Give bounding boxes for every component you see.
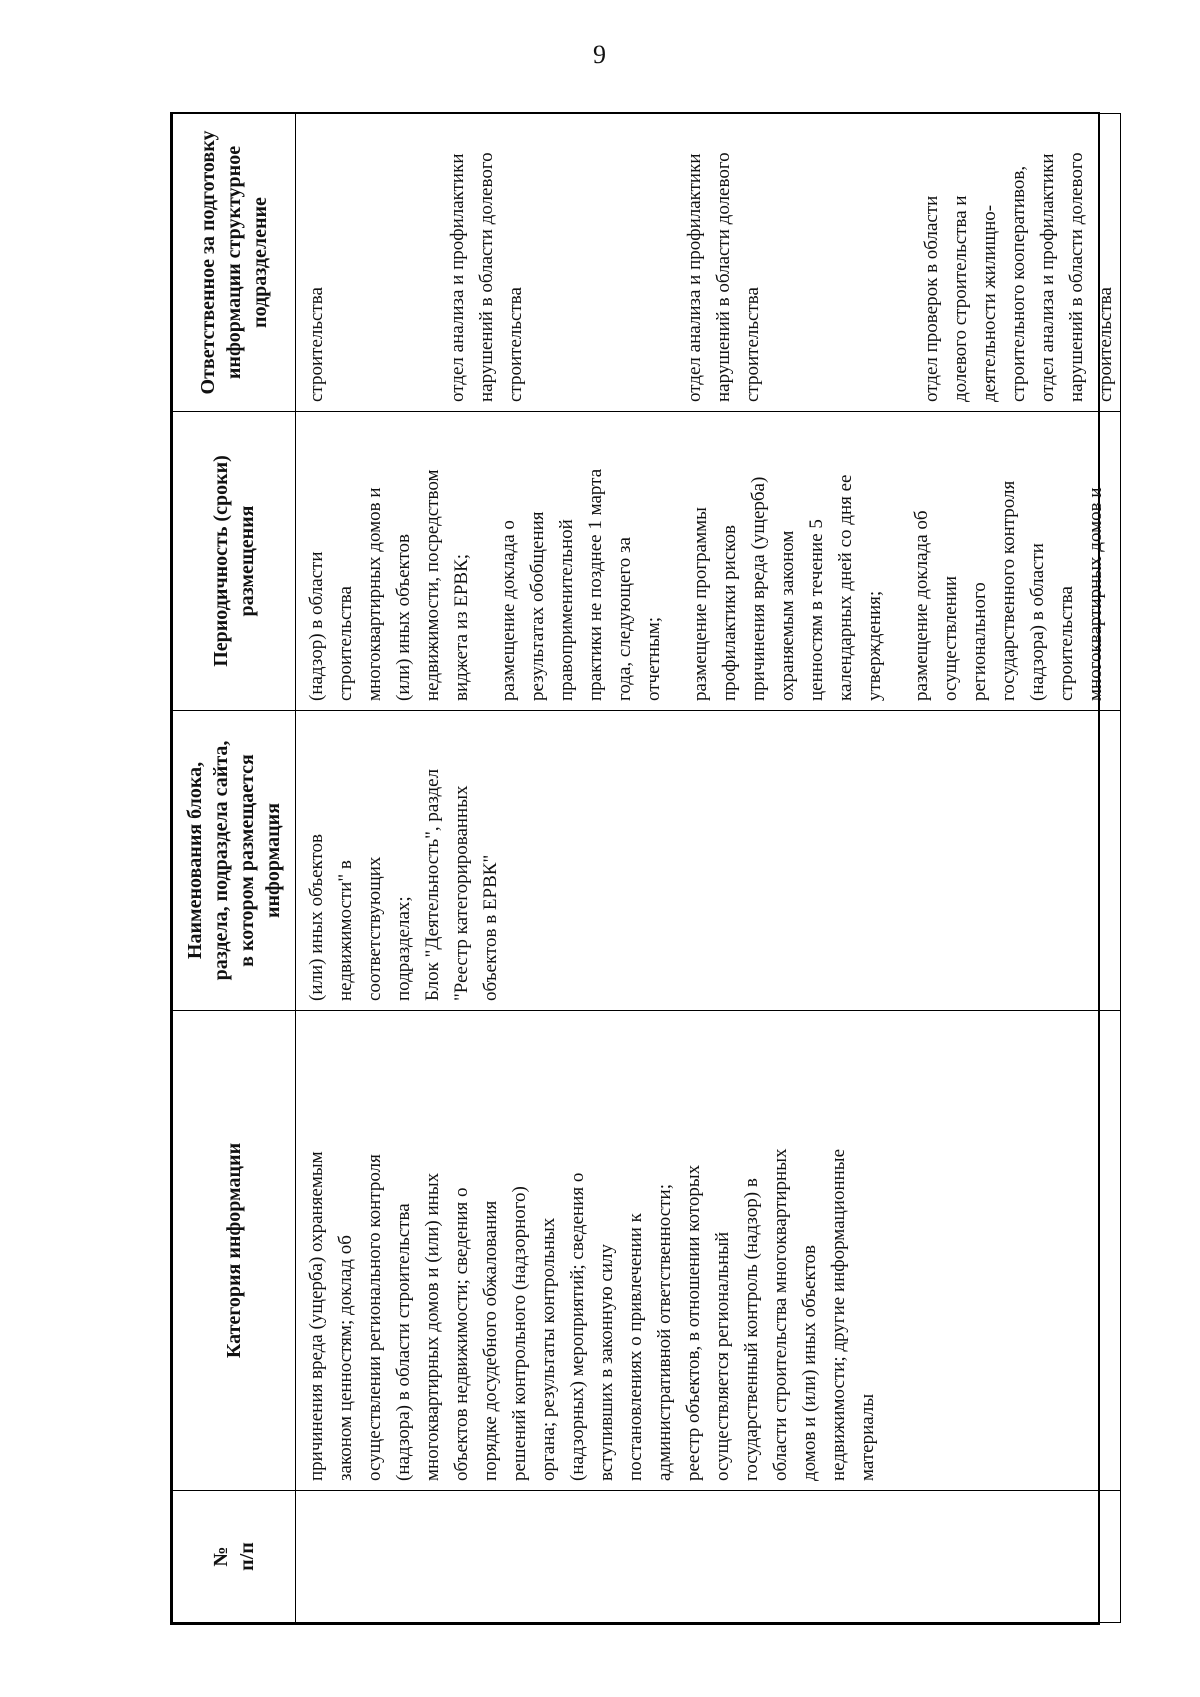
cell-number bbox=[296, 1491, 1121, 1623]
cell-category: причинения вреда (ущерба) охраняемым законом ценностям; доклад об осуществлении регионального контроля (надзора) в области строительства многоквартирных домов и (или) иных объектов недвижимости; сведения о порядке досудебного обжалования решений контрольного (надзорного) органа; результаты контрольных (надзорных) мероприятий; сведения о вступивших в законную силу постановлениях о привлечении к административной ответственности; реестр объектов, в отношении которых осуществляется региональный государственный контроль (надзор) в области строительства многоквартирных домов и (или) иных объектов недвижимости; другие информационные материалы bbox=[296, 1011, 1121, 1491]
header-number: № п/п bbox=[173, 1491, 296, 1623]
periodicity-item: размещение доклада о результатах обобщения правоприменительной практики не позднее 1 марта года, следующего за отчетным; bbox=[498, 468, 664, 701]
info-table-frame bbox=[170, 112, 1116, 1625]
cell-responsible bbox=[296, 114, 1121, 412]
info-table bbox=[172, 113, 1121, 1623]
header-category: Категория информации bbox=[173, 1011, 296, 1491]
rotated-table-container bbox=[172, 114, 1116, 1623]
cell-section: (или) иных объектов недвижимости" в соответствующих подразделах; Блок "Деятельность", раздел "Реестр категорированных объектов в ЕРВК" bbox=[296, 711, 1121, 1011]
header-periodicity: Периодичность (сроки) размещения bbox=[173, 412, 296, 711]
header-responsible: Ответственное за подготовку информации структурное подразделение bbox=[173, 114, 296, 412]
table-row bbox=[296, 114, 1121, 1623]
periodicity-item: размещение программы профилактики рисков причинения вреда (ущерба) охраняемым законом ценностям в течение 5 календарных дней со дня ее утверждения; bbox=[690, 474, 885, 701]
header-section: Наименования блока, раздела, подраздела сайта, в котором размещается информация bbox=[173, 711, 296, 1011]
responsible-item: отдел анализа и профилактики нарушений в области долевого строительства bbox=[447, 152, 526, 402]
table-header-row bbox=[173, 114, 296, 1623]
responsible-item: отдел анализа и профилактики нарушений в области долевого строительства bbox=[684, 152, 763, 402]
periodicity-item: (надзор) в области строительства многоквартирных домов и (или) иных объектов недвижимости, посредством виджета из ЕРВК; bbox=[306, 469, 472, 701]
responsible-item: отдел проверок в области долевого строительства и деятельности жилищно- строительного кооперативов, отдел анализа и профилактики нарушений в области долевого строительства bbox=[921, 152, 1116, 402]
cell-periodicity bbox=[296, 412, 1121, 711]
periodicity-item: размещение доклада об осуществлении регионального государственного контроля (надзора) в области строительства многоквартирных домов и bbox=[911, 480, 1106, 701]
page-number: 9 bbox=[593, 40, 607, 69]
responsible-item: строительства bbox=[306, 287, 327, 402]
